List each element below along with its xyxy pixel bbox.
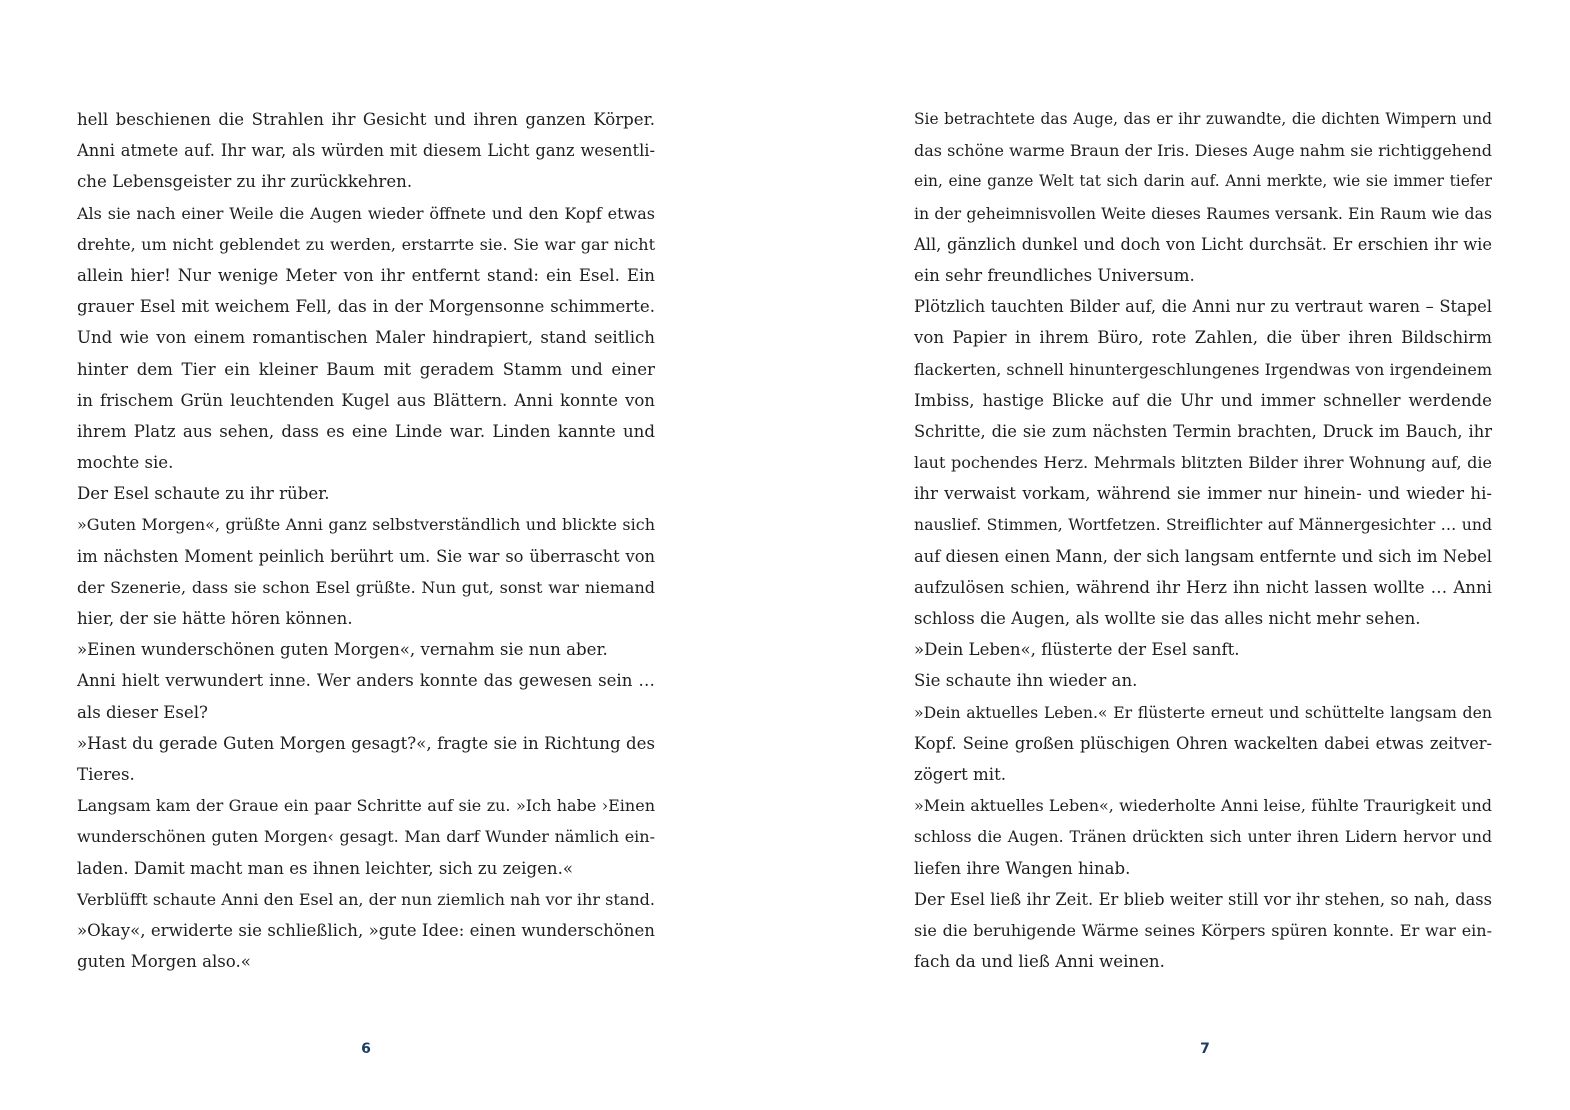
- left-line: Tieres.: [77, 764, 135, 784]
- left-line: Als sie nach einer Weile die Augen wieder öffnete und den Kopf etwas: [77, 203, 655, 223]
- right-line: sie die beruhigende Wärme seines Körpers spüren konnte. Er war ein-: [914, 920, 1492, 940]
- left-line: guten Morgen also.«: [77, 952, 251, 972]
- right-line: aufzulösen schien, während ihr Herz ihn nicht lassen wollte … Anni: [914, 577, 1492, 597]
- left-line: »Einen wunderschönen guten Morgen«, vernahm sie nun aber.: [77, 640, 608, 660]
- left-line: Verblüfft schaute Anni den Esel an, der nun ziemlich nah vor ihr stand.: [77, 889, 655, 909]
- right-line: schloss die Augen. Tränen drückten sich unter ihren Lidern hervor und: [914, 827, 1492, 847]
- page-number-left: 6: [361, 1041, 371, 1057]
- left-line: hell beschienen die Strahlen ihr Gesicht und ihren ganzen Körper.: [77, 110, 655, 129]
- right-line: schloss die Augen, als wollte sie das alles nicht mehr sehen.: [914, 609, 1421, 628]
- right-line: Kopf. Seine großen plüschigen Ohren wackelten dabei etwas zeitver-: [914, 733, 1492, 753]
- right-line: auf diesen einen Mann, der sich langsam entfernte und sich im Nebel: [914, 546, 1492, 566]
- left-line: che Lebensgeister zu ihr zurückkehren.: [77, 172, 413, 192]
- right-line: flackerten, schnell hinuntergeschlungenes Irgendwas von irgendeinem: [914, 359, 1492, 379]
- right-line: Plötzlich tauchten Bilder auf, die Anni nur zu vertraut waren – Stapel: [914, 297, 1492, 317]
- right-line: ihr verwaist vorkam, während sie immer nur hinein- und wieder hi-: [914, 484, 1492, 504]
- left-line: »Hast du gerade Guten Morgen gesagt?«, fragte sie in Richtung des: [77, 733, 655, 753]
- left-line: »Guten Morgen«, grüßte Anni ganz selbstverständlich und blickte sich: [77, 515, 655, 535]
- right-line: »Mein aktuelles Leben«, wiederholte Anni leise, fühlte Traurigkeit und: [914, 796, 1492, 816]
- left-line: allein hier! Nur wenige Meter von ihr entfernt stand: ein Esel. Ein: [77, 265, 655, 285]
- right-line: »Dein aktuelles Leben.« Er flüsterte erneut und schüttelte langsam den: [914, 702, 1492, 722]
- right-line: Imbiss, hastige Blicke auf die Uhr und immer schneller werdende: [914, 390, 1492, 410]
- left-line: in frischem Grün leuchtenden Kugel aus Blättern. Anni konnte von: [77, 390, 655, 410]
- page-number-right: 7: [1200, 1041, 1210, 1057]
- left-line: grauer Esel mit weichem Fell, das in der Morgensonne schimmerte.: [77, 297, 655, 317]
- left-line: ihrem Platz aus sehen, dass es eine Linde war. Linden kannte und: [77, 421, 655, 441]
- left-line: »Okay«, erwiderte sie schließlich, »gute Idee: einen wunderschönen: [77, 920, 655, 940]
- right-line: ein, eine ganze Welt tat sich darin auf. Anni merkte, wie sie immer tiefer: [914, 172, 1492, 191]
- left-line: hinter dem Tier ein kleiner Baum mit geradem Stamm und einer: [77, 359, 655, 379]
- right-line: ein sehr freundliches Universum.: [914, 265, 1195, 285]
- left-line: als dieser Esel?: [77, 702, 208, 722]
- left-line: wunderschönen guten Morgen‹ gesagt. Man darf Wunder nämlich ein-: [77, 827, 655, 847]
- right-line: von Papier in ihrem Büro, rote Zahlen, die über ihren Bildschirm: [914, 328, 1492, 348]
- left-line: Anni hielt verwundert inne. Wer anders konnte das gewesen sein …: [77, 671, 655, 691]
- left-line: Und wie von einem romantischen Maler hindrapiert, stand seitlich: [77, 328, 655, 348]
- right-line: »Dein Leben«, flüsterte der Esel sanft.: [914, 640, 1240, 660]
- right-line: Schritte, die sie zum nächsten Termin brachten, Druck im Bauch, ihr: [914, 421, 1492, 441]
- left-page-text: [77, 104, 655, 977]
- left-line: Der Esel schaute zu ihr rüber.: [77, 484, 330, 504]
- right-line: All, gänzlich dunkel und doch von Licht durchsät. Er erschien ihr wie: [914, 234, 1492, 254]
- left-line: laden. Damit macht man es ihnen leichter, sich zu zeigen.«: [77, 858, 574, 878]
- right-line: fach da und ließ Anni weinen.: [914, 952, 1165, 972]
- right-line: nauslief. Stimmen, Wortfetzen. Streiflichter auf Männergesichter … und: [914, 515, 1492, 535]
- right-line: das schöne warme Braun der Iris. Dieses Auge nahm sie richtiggehend: [914, 141, 1492, 161]
- left-line: Langsam kam der Graue ein paar Schritte auf sie zu. »Ich habe ›Einen: [77, 796, 655, 816]
- right-line: zögert mit.: [914, 764, 1007, 784]
- right-page-text: [914, 104, 1492, 977]
- left-line: Anni atmete auf. Ihr war, als würden mit diesem Licht ganz wesentli-: [77, 141, 655, 161]
- left-line: im nächsten Moment peinlich berührt um. Sie war so überrascht von: [77, 546, 655, 566]
- right-line: laut pochendes Herz. Mehrmals blitzten Bilder ihrer Wohnung auf, die: [914, 453, 1492, 473]
- right-line: Sie betrachtete das Auge, das er ihr zuwandte, die dichten Wimpern und: [914, 110, 1492, 128]
- right-line: Der Esel ließ ihr Zeit. Er blieb weiter still vor ihr stehen, so nah, dass: [914, 889, 1492, 909]
- left-line: mochte sie.: [77, 453, 174, 473]
- left-line: drehte, um nicht geblendet zu werden, erstarrte sie. Sie war gar nicht: [77, 234, 655, 254]
- right-line: Sie schaute ihn wieder an.: [914, 671, 1138, 691]
- right-line: liefen ihre Wangen hinab.: [914, 858, 1131, 878]
- left-line: hier, der sie hätte hören können.: [77, 609, 353, 628]
- right-line: in der geheimnisvollen Weite dieses Raumes versank. Ein Raum wie das: [914, 203, 1492, 223]
- left-line: der Szenerie, dass sie schon Esel grüßte. Nun gut, sonst war niemand: [77, 577, 655, 597]
